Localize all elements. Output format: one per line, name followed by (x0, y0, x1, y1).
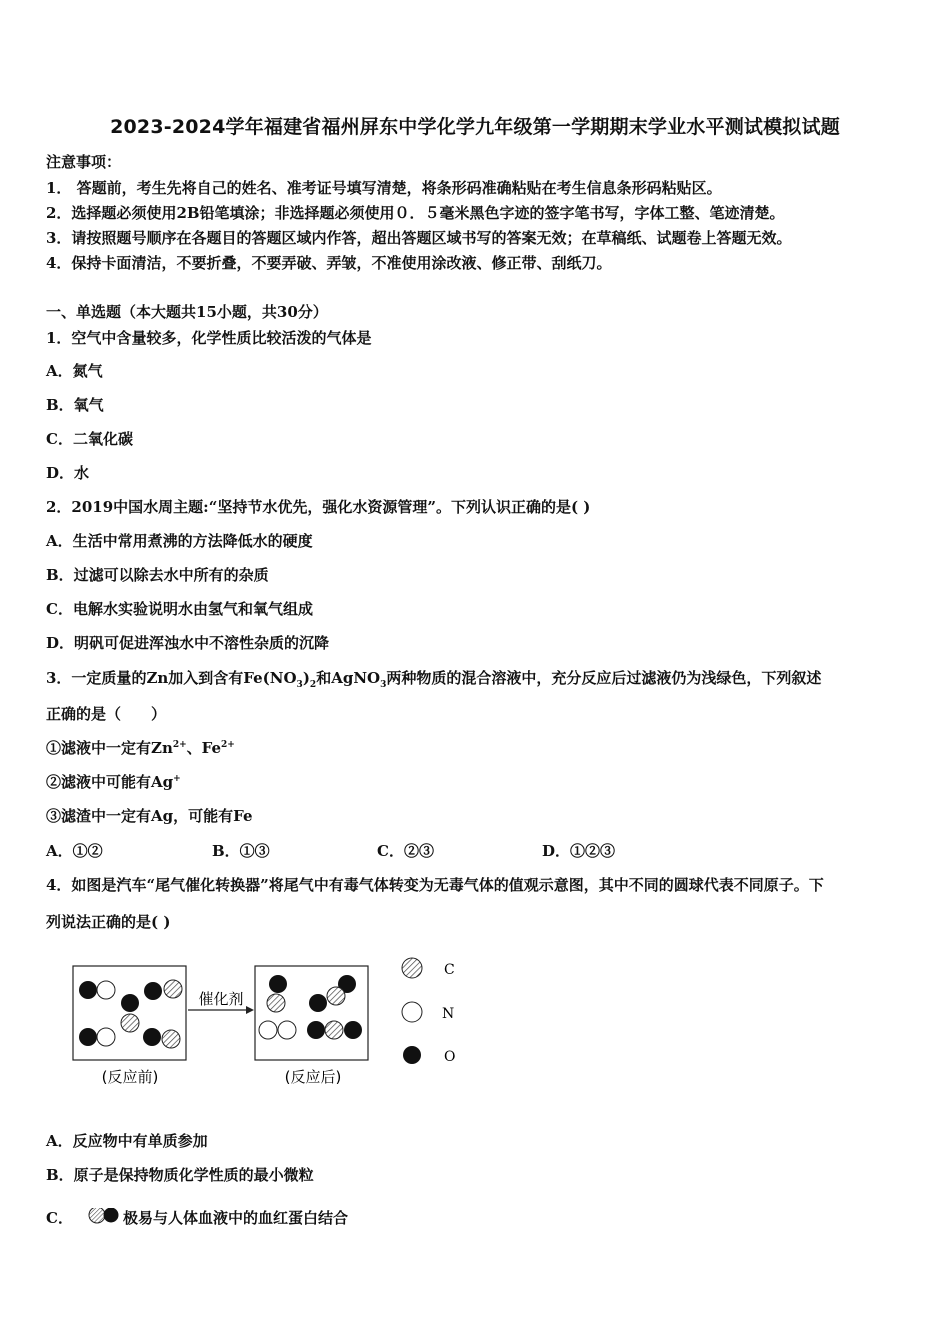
q1-stem: 1．空气中含量较多，化学性质比较活泼的气体是 (46, 329, 372, 347)
q3-statement-2: ②滤液中可能有Ag+ (46, 773, 181, 791)
q1-option-a: A．氮气 (46, 362, 103, 380)
q3-stem-line2: 正确的是（ ） (46, 705, 167, 723)
q2-stem: 2．2019中国水周主题:“坚持节水优先，强化水资源管理”。下列认识正确的是( ) (46, 498, 591, 516)
section-heading: 一、单选题（本大题共15小题，共30分） (46, 303, 328, 321)
notice-heading: 注意事项： (46, 153, 122, 171)
reaction-arrow (188, 990, 254, 1014)
notice-item-4: 4．保持卡面清洁，不要折叠，不要弄破、弄皱，不准使用涂改液、修正带、刮纸刀。 (46, 254, 612, 272)
after-box (255, 966, 368, 1060)
after-label: (反应后) (284, 1068, 342, 1086)
q3-option-a: A．①② (46, 842, 103, 860)
legend (402, 958, 455, 1065)
catalyst-label: 催化剂 (198, 990, 244, 1008)
catalytic-converter-diagram (60, 948, 480, 1098)
before-label: (反应前) (101, 1068, 159, 1086)
q3-statement-1: ①滤液中一定有$Zn^{2+}$、$Fe^{2+}$ (46, 739, 235, 757)
page-title: 2023-2024学年福建省福州屏东中学化学九年级第一学期期末学业水平测试模拟试题 (110, 116, 840, 138)
q4-stem: 4．如图是汽车“尾气催化转换器”将尾气中有毒气体转变为无毒气体的值观示意图，其中不同的圆球代表不同原子。下 (46, 876, 824, 894)
notice-item-2: 2．选择题必须使用2B铅笔填涂；非选择题必须使用０．５毫米黑色字迹的签字笔书写，字体工整、笔迹清楚。 (46, 204, 785, 222)
q1-option-d: D．水 (46, 464, 90, 482)
q3-option-c: C．②③ (377, 842, 434, 860)
q3-option-d: D．①②③ (542, 842, 616, 860)
q4-option-a: A．反应物中有单质参加 (46, 1132, 208, 1150)
q1-option-b: B．氧气 (46, 396, 104, 414)
q2-option-d: D．明矾可促进浑浊水中不溶性杂质的沉降 (46, 634, 330, 652)
notice-item-1: 1． 答题前，考生先将自己的姓名、准考证号填写清楚，将条形码准确粘贴在考生信息条形码粘贴区。 (46, 179, 722, 197)
q2-option-a: A．生活中常用煮沸的方法降低水的硬度 (46, 532, 313, 550)
q1-option-c: C．二氧化碳 (46, 430, 133, 448)
q3-option-b: B．①③ (212, 842, 270, 860)
legend-c: C (444, 962, 455, 978)
legend-o: O (444, 1049, 456, 1065)
notice-item-3: 3．请按照题号顺序在各题目的答题区域内作答，超出答题区域书写的答案无效；在草稿纸、试题卷上答题无效。 (46, 229, 792, 247)
co-molecule-icon (87, 1208, 121, 1226)
q3-stem: 3．一定质量的Zn加入到含有$Fe(NO_3)_2$和AgNO$_3$两种物质的混合溶液中，充分反应后过滤液仍为浅绿色，下列叙述 (46, 669, 822, 690)
q3-statement-3: ③滤渣中一定有Ag，可能有Fe (46, 807, 253, 825)
q4-stem-line2: 列说法正确的是( ) (46, 913, 171, 931)
before-box (73, 966, 186, 1060)
q2-option-c: C．电解水实验说明水由氢气和氧气组成 (46, 600, 313, 618)
q4-option-c: C． 极易与人体血液中的血红蛋白结合 (46, 1209, 348, 1227)
legend-n: N (442, 1006, 455, 1022)
q4-option-b: B．原子是保持物质化学性质的最小微粒 (46, 1166, 314, 1184)
q2-option-b: B．过滤可以除去水中所有的杂质 (46, 566, 269, 584)
